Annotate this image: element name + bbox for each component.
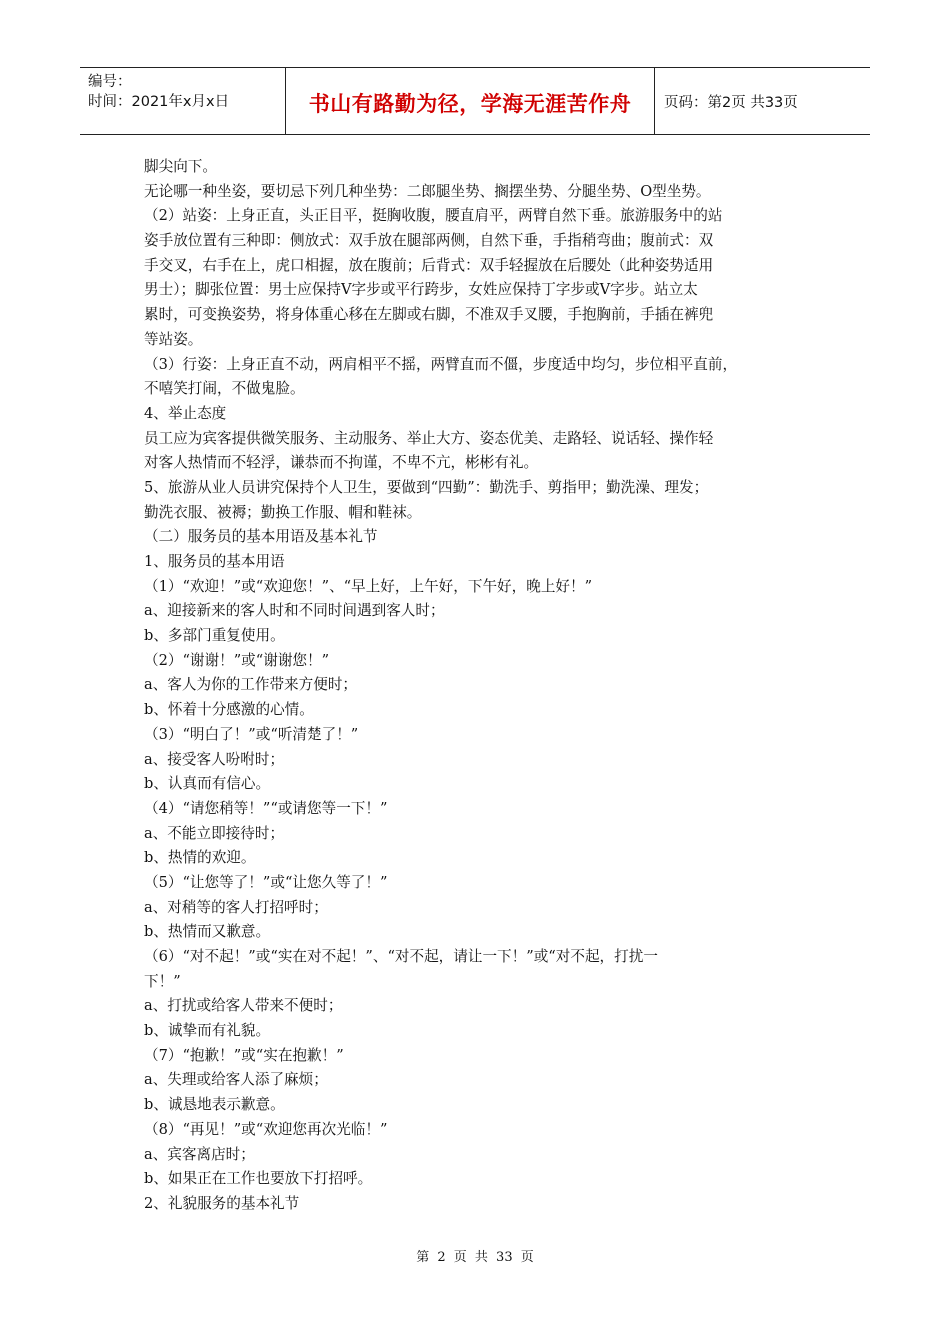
text-line: （2）站姿：上身正直，头正目平，挺胸收腹，腰直肩平，两臂自然下垂。旅游服务中的站 [144,207,723,225]
text-line: 员工应为宾客提供微笑服务、主动服务、举止大方、姿态优美、走路轻、说话轻、操作轻 [144,429,714,447]
text-line: a、接受客人吩咐时； [144,750,285,768]
page-number-label: 页码：第2页 共33页 [664,94,798,111]
text-line: b、认真而有信心。 [144,775,271,793]
header-motto-cell [285,68,655,134]
text-line: 手交叉，右手在上，虎口相握，放在腹前；后背式：双手轻握放在后腰处（此种姿势适用 [144,256,714,274]
text-line: 5、旅游从业人员讲究保持个人卫生，要做到“四勤”：勤洗手、剪指甲；勤洗澡、理发； [144,478,709,496]
text-line: （7）“抱歉！”或“实在抱歉！” [144,1046,344,1064]
number-label: 编号： [88,74,132,90]
text-line: a、打扰或给客人带来不便时； [144,997,343,1015]
text-line: （3）“明白了！”或“听清楚了！” [144,725,359,743]
text-line: a、失理或给客人添了麻烦； [144,1071,328,1089]
text-line: b、多部门重复使用。 [144,627,285,645]
text-line: b、诚恳地表示歉意。 [144,1096,285,1114]
text-line: 脚尖向下。 [144,158,217,175]
text-line: 勤洗衣服、被褥；勤换工作服、帽和鞋袜。 [144,503,422,521]
time-label: 时间：2021年x月x日 [88,94,230,110]
text-line: 等站姿。 [144,330,203,348]
text-line: b、热情的欢迎。 [144,849,256,867]
header-info-cell [80,68,285,134]
text-line: 对客人热情而不轻浮，谦恭而不拘谨，不卑不亢，彬彬有礼。 [144,454,539,472]
text-line: 2、礼貌服务的基本礼节 [144,1194,300,1212]
document-body [144,155,824,1217]
text-line: （6）“对不起！”或“实在对不起！”、“对不起，请让一下！”或“对不起，打扰一 [144,948,658,965]
text-line: 下！” [144,972,181,990]
text-line: 4、举止态度 [144,404,227,422]
text-line: （3）行姿：上身正直不动，两肩相平不摇，两臂直而不僵，步度适中均匀，步位相平直前， [144,355,738,373]
motto-text: 书山有路勤为径，学海无涯苦作舟 [308,92,632,116]
text-line: 姿手放位置有三种即：侧放式：双手放在腿部两侧，自然下垂，手指稍弯曲；腹前式：双 [144,232,714,250]
page-header [80,67,870,135]
text-line: （二）服务员的基本用语及基本礼节 [144,528,378,546]
text-line: 男士）；脚张位置：男士应保持V字步或平行跨步，女姓应保持丁字步或V字步。站立太 [144,281,698,299]
page-footer: 第 2 页 共 33 页 [416,1250,534,1265]
text-line: b、热情而又歉意。 [144,923,271,941]
text-line: 无论哪一种坐姿，要切忌下列几种坐势：二郎腿坐势、搁摆坐势、分腿坐势、O型坐势。 [144,182,711,200]
text-line: a、迎接新来的客人时和不同时间遇到客人时； [144,602,445,620]
text-line: b、如果正在工作也要放下打招呼。 [144,1170,373,1188]
text-line: 不嘻笑打闹，不做鬼脸。 [144,380,305,398]
text-line: b、诚挚而有礼貌。 [144,1022,271,1040]
text-line: （8）“再见！”或“欢迎您再次光临！” [144,1120,388,1138]
text-line: a、对稍等的客人打招呼时； [144,898,328,916]
text-line: a、宾客离店时； [144,1145,255,1163]
text-line: b、怀着十分感激的心情。 [144,701,314,719]
text-line: （1）“欢迎！”或“欢迎您！”、“早上好，上午好，下午好，晚上好！” [144,577,593,595]
text-line: a、客人为你的工作带来方便时； [144,676,358,694]
text-line: （5）“让您等了！”或“让您久等了！” [144,873,388,891]
text-line: 累时，可变换姿势，将身体重心移在左脚或右脚，不准双手叉腰，手抱胸前，手插在裤兜 [144,306,714,324]
text-line: a、不能立即接待时； [144,824,285,842]
text-line: 1、服务员的基本用语 [144,553,285,570]
text-line: （2）“谢谢！”或“谢谢您！” [144,651,330,669]
header-page-cell [655,68,870,134]
text-line: （4）“请您稍等！”“或请您等一下！” [144,799,388,817]
